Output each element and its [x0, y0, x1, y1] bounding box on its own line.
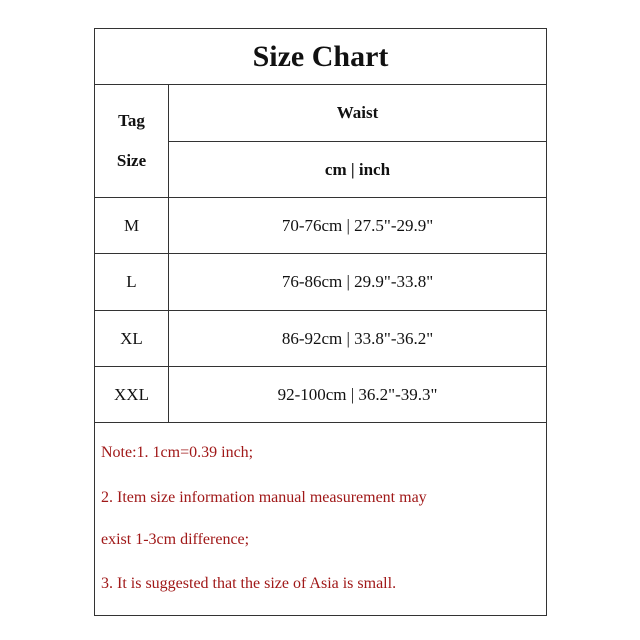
size-cell: M: [123, 215, 140, 235]
size-cell: XL: [120, 328, 143, 348]
size-cell: XXL: [114, 384, 149, 404]
chart-title: Size Chart: [252, 39, 389, 73]
note-line: 2. Item size information manual measurement may: [101, 489, 427, 506]
size-cell: L: [126, 272, 137, 291]
note-line: Note:1. 1cm=0.39 inch;: [101, 444, 254, 461]
waist-cell: 70-76cm | 27.5"-29.9": [281, 215, 434, 235]
waist-header: Waist: [336, 103, 379, 122]
divider: [95, 422, 546, 423]
note-line: 3. It is suggested that the size of Asia is small.: [101, 575, 397, 592]
note-line: exist 1-3cm difference;: [101, 531, 250, 548]
tag-size-label-line2: Size: [116, 151, 147, 170]
tag-size-header: [95, 85, 168, 197]
size-chart-table: [94, 28, 547, 616]
waist-cell: 86-92cm | 33.8"-36.2": [281, 328, 434, 348]
tag-size-label-line1: Tag: [118, 111, 145, 130]
waist-cell: 92-100cm | 36.2"-39.3": [277, 384, 438, 404]
units-header: cm | inch: [324, 159, 391, 179]
waist-cell: 76-86cm | 29.9"-33.8": [281, 272, 434, 291]
